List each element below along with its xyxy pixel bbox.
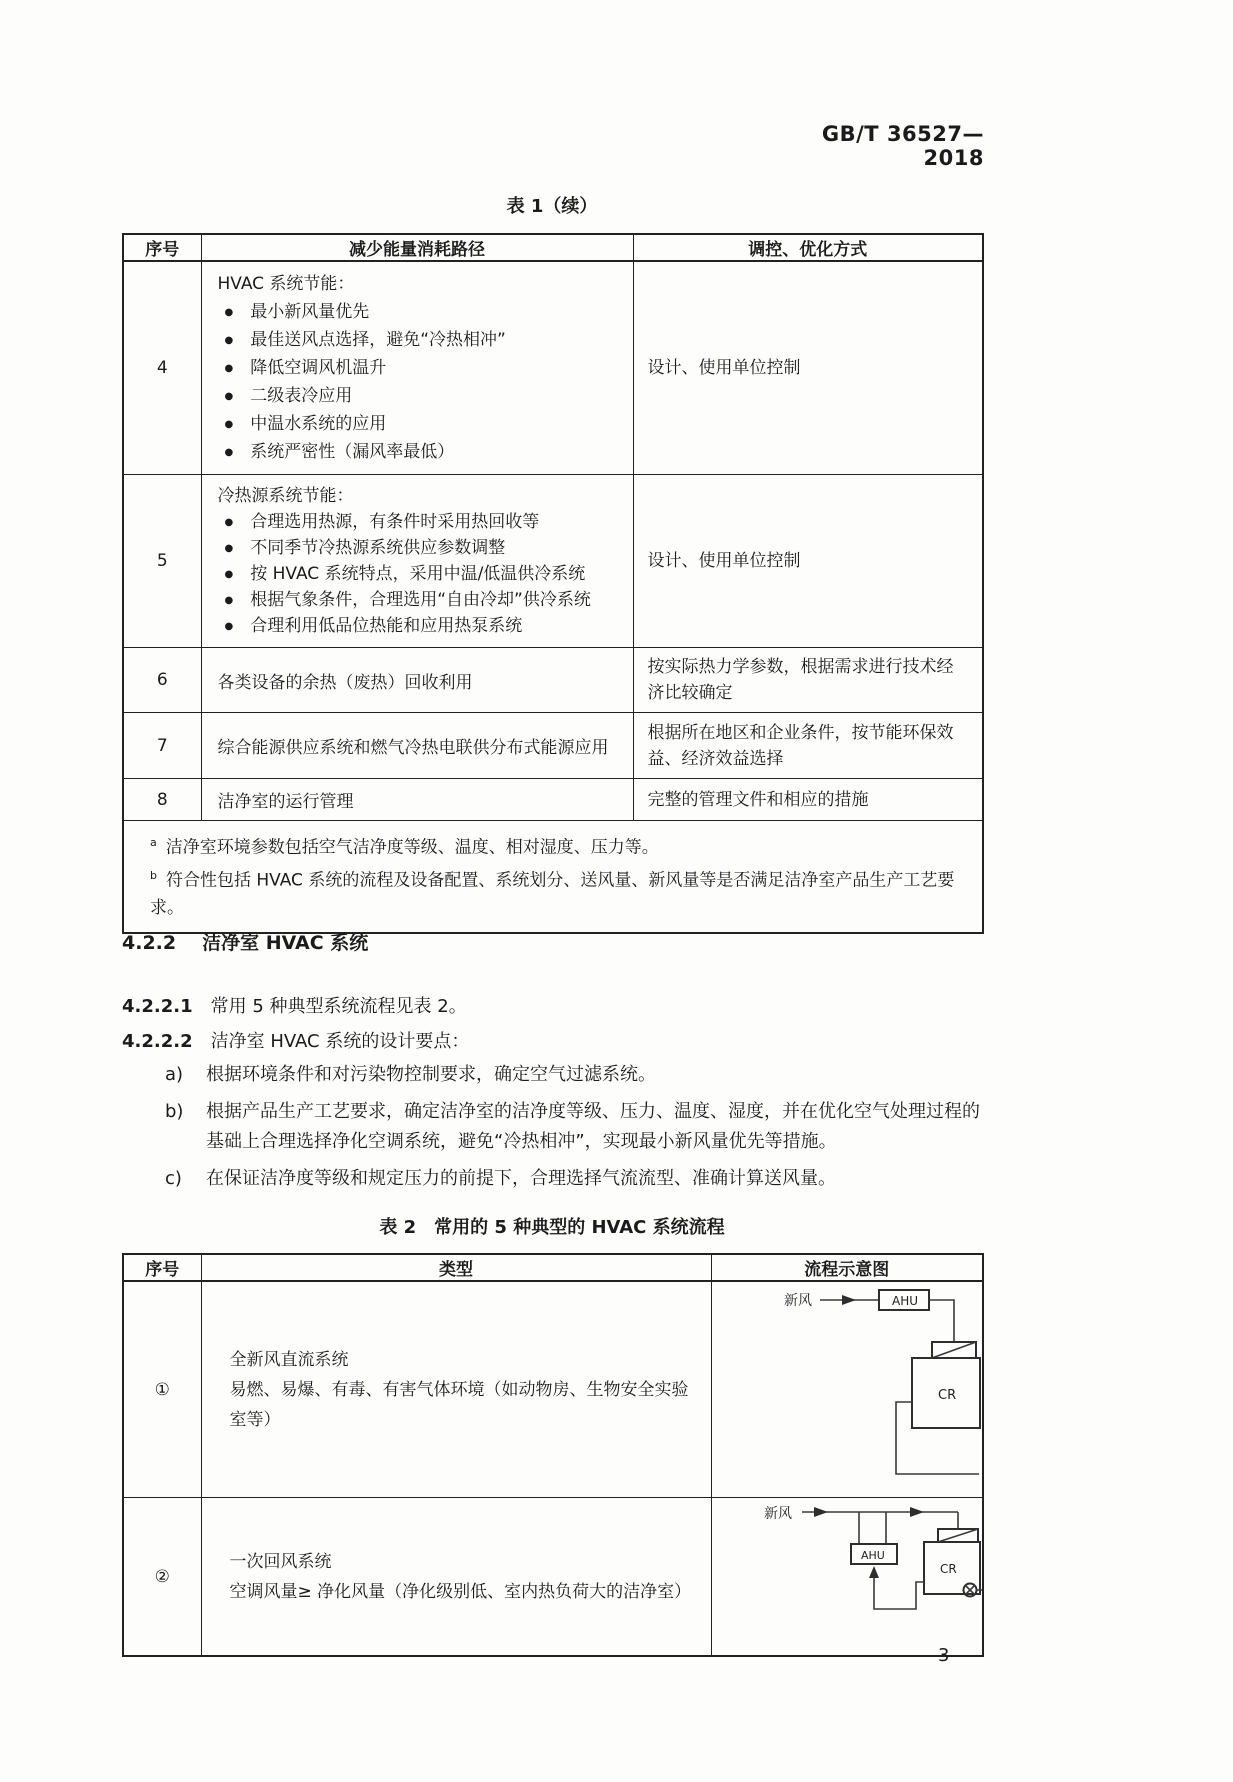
table2-header-row bbox=[123, 1254, 983, 1281]
col-header-serial: 序号 bbox=[123, 234, 201, 261]
bullet-item bbox=[218, 561, 623, 587]
clause-text: 常用 5 种典型系统流程见表 2。 bbox=[210, 996, 467, 1017]
bullet-text: ● 合理利用低品位热能和应用热泵系统 bbox=[250, 616, 523, 636]
design-points-list bbox=[165, 1060, 995, 1201]
col-header-serial: 序号 bbox=[123, 1254, 201, 1281]
list-marker: b) bbox=[165, 1101, 184, 1122]
list-marker: c) bbox=[165, 1168, 182, 1189]
footnote-b bbox=[150, 862, 968, 923]
bullet-text: ● 系统严密性（漏风率最低） bbox=[250, 442, 455, 462]
serial-cell: ② bbox=[123, 1498, 201, 1657]
bullet-text: ● 合理选用热源，有条件时采用热回收等 bbox=[250, 512, 540, 532]
serial-cell: ① bbox=[123, 1281, 201, 1498]
primary-return-air-flow-diagram bbox=[714, 1500, 982, 1648]
type-desc: 空调风量≥ 净化风量（净化级别低、室内热负荷大的洁净室） bbox=[229, 1581, 692, 1602]
bullet-item bbox=[218, 410, 623, 438]
serial-cell: 5 bbox=[123, 475, 201, 648]
clause-number: 4.2.2.1 bbox=[122, 996, 193, 1017]
type-title: 全新风直流系统 bbox=[229, 1349, 349, 1370]
col-header-control: 调控、优化方式 bbox=[633, 234, 983, 261]
section-heading-422 bbox=[122, 928, 368, 955]
table1-header-row bbox=[123, 234, 983, 261]
control-cell: 设计、使用单位控制 bbox=[633, 261, 983, 475]
bullet-item bbox=[218, 509, 623, 535]
path-cell: 综合能源供应系统和燃气冷热电联供分布式能源应用 bbox=[201, 713, 633, 779]
serial-cell: 6 bbox=[123, 648, 201, 713]
bullet-text: ● 最佳送风点选择，避免“冷热相冲” bbox=[250, 330, 506, 350]
table-row bbox=[123, 713, 983, 779]
footnote-a bbox=[150, 829, 968, 862]
path-cell bbox=[201, 261, 633, 475]
arrow-right-icon bbox=[814, 1507, 828, 1517]
energy-saving-table bbox=[122, 233, 984, 934]
arrow-right-icon bbox=[842, 1295, 856, 1305]
footnote-row bbox=[123, 821, 983, 934]
bullet-item bbox=[218, 354, 623, 382]
section-title: 洁净室 HVAC 系统 bbox=[202, 932, 369, 954]
bullet-item bbox=[218, 613, 623, 639]
ahu-label: AHU bbox=[891, 1294, 918, 1308]
bullet-text: ● 按 HVAC 系统特点，采用中温/低温供冷系统 bbox=[250, 564, 586, 584]
footnote-mark: a bbox=[150, 836, 157, 849]
path-lead: 冷热源系统节能： bbox=[217, 486, 354, 506]
path-cell: 洁净室的运行管理 bbox=[201, 779, 633, 821]
path-cell: 各类设备的余热（废热）回收利用 bbox=[201, 648, 633, 713]
exhaust-duct-line bbox=[896, 1402, 979, 1474]
table-row bbox=[123, 475, 983, 648]
footnote-text: 洁净室环境参数包括空气洁净度等级、温度、相对湿度、压力等。 bbox=[165, 837, 659, 858]
type-title: 一次回风系统 bbox=[229, 1551, 332, 1572]
col-header-type: 类型 bbox=[201, 1254, 711, 1281]
path-cell bbox=[201, 475, 633, 648]
footnote-cell bbox=[123, 821, 983, 934]
control-cell: 按实际热力学参数，根据需求进行技术经济比较确定 bbox=[633, 648, 983, 713]
type-desc: 易燃、易爆、有毒、有害气体环境（如动物房、生物安全实验室等） bbox=[229, 1379, 689, 1430]
table-row bbox=[123, 648, 983, 713]
table1-caption: 表 1（续） bbox=[506, 196, 598, 217]
bullet-text: ● 降低空调风机温升 bbox=[250, 358, 387, 378]
fresh-air-label: 新风 bbox=[783, 1293, 812, 1309]
return-duct-line bbox=[874, 1568, 924, 1609]
bullet-item bbox=[218, 382, 623, 410]
col-header-diagram: 流程示意图 bbox=[711, 1254, 983, 1281]
list-text: 在保证洁净度等级和规定压力的前提下，合理选择气流流型、准确计算送风量。 bbox=[206, 1168, 836, 1189]
control-cell: 设计、使用单位控制 bbox=[633, 475, 983, 648]
arrow-up-icon bbox=[869, 1566, 879, 1578]
bullet-item bbox=[218, 438, 623, 466]
diagram-cell bbox=[711, 1498, 983, 1657]
cr-label: CR bbox=[937, 1388, 956, 1403]
bullet-item bbox=[218, 326, 623, 354]
clause-text: 洁净室 HVAC 系统的设计要点： bbox=[210, 1031, 470, 1052]
diagram-cell bbox=[711, 1281, 983, 1498]
bullet-item bbox=[218, 298, 623, 326]
section-number: 4.2.2 bbox=[122, 932, 177, 954]
arrow-right-icon bbox=[910, 1507, 924, 1517]
filter-diagonal bbox=[932, 1342, 976, 1358]
serial-cell: 7 bbox=[123, 713, 201, 779]
list-item bbox=[165, 1060, 995, 1090]
table-row bbox=[123, 1281, 983, 1498]
list-marker: a) bbox=[165, 1064, 184, 1085]
control-cell: 根据所在地区和企业条件，按节能环保效益、经济效益选择 bbox=[633, 713, 983, 779]
full-fresh-air-flow-diagram bbox=[714, 1284, 982, 1490]
clause-4221 bbox=[122, 992, 1002, 1018]
bullet-item bbox=[218, 587, 623, 613]
serial-cell: 4 bbox=[123, 261, 201, 475]
list-item bbox=[165, 1164, 995, 1194]
bullet-item bbox=[218, 535, 623, 561]
clause-number: 4.2.2.2 bbox=[122, 1031, 193, 1052]
fresh-air-label: 新风 bbox=[763, 1506, 792, 1522]
table2-caption: 表 2 常用的 5 种典型的 HVAC 系统流程 bbox=[379, 1217, 725, 1238]
cr-label: CR bbox=[939, 1562, 957, 1576]
list-text: 根据环境条件和对污染物控制要求，确定空气过滤系统。 bbox=[206, 1064, 656, 1085]
list-item bbox=[165, 1097, 995, 1157]
standard-number: GB/T 36527—2018 bbox=[821, 122, 984, 170]
table-row bbox=[123, 261, 983, 475]
footnote-text: 符合性包括 HVAC 系统的流程及设备配置、系统划分、送风量、新风量等是否满足洁净室产品生产工艺要求。 bbox=[150, 870, 955, 919]
serial-cell: 8 bbox=[123, 779, 201, 821]
page-number: 3 bbox=[938, 1645, 950, 1666]
list-text: 根据产品生产工艺要求，确定洁净室的洁净度等级、压力、温度、湿度，并在优化空气处理过程的基础上合理选择净化空调系统，避免“冷热相冲”，实现最小新风量优先等措施。 bbox=[206, 1101, 980, 1152]
col-header-path: 减少能量消耗路径 bbox=[201, 234, 633, 261]
bullet-text: ● 最小新风量优先 bbox=[250, 302, 370, 322]
type-cell bbox=[201, 1281, 711, 1498]
ahu-label: AHU bbox=[860, 1549, 885, 1562]
table-row bbox=[123, 779, 983, 821]
hvac-flow-table bbox=[122, 1253, 984, 1657]
supply-duct-line bbox=[929, 1300, 954, 1342]
footnote-mark: b bbox=[150, 868, 157, 882]
bullet-text: ● 根据气象条件，合理选用“自由冷却”供冷系统 bbox=[250, 590, 591, 610]
bullet-text: ● 二级表冷应用 bbox=[250, 386, 353, 406]
path-lead: HVAC 系统节能： bbox=[217, 274, 355, 294]
type-cell bbox=[201, 1498, 711, 1657]
table-row bbox=[123, 1498, 983, 1657]
bullet-text: ● 中温水系统的应用 bbox=[250, 414, 387, 434]
clause-4222 bbox=[122, 1027, 1002, 1053]
filter-diagonal bbox=[938, 1529, 978, 1542]
bullet-text: ● 不同季节冷热源系统供应参数调整 bbox=[250, 538, 506, 558]
control-cell: 完整的管理文件和相应的措施 bbox=[633, 779, 983, 821]
